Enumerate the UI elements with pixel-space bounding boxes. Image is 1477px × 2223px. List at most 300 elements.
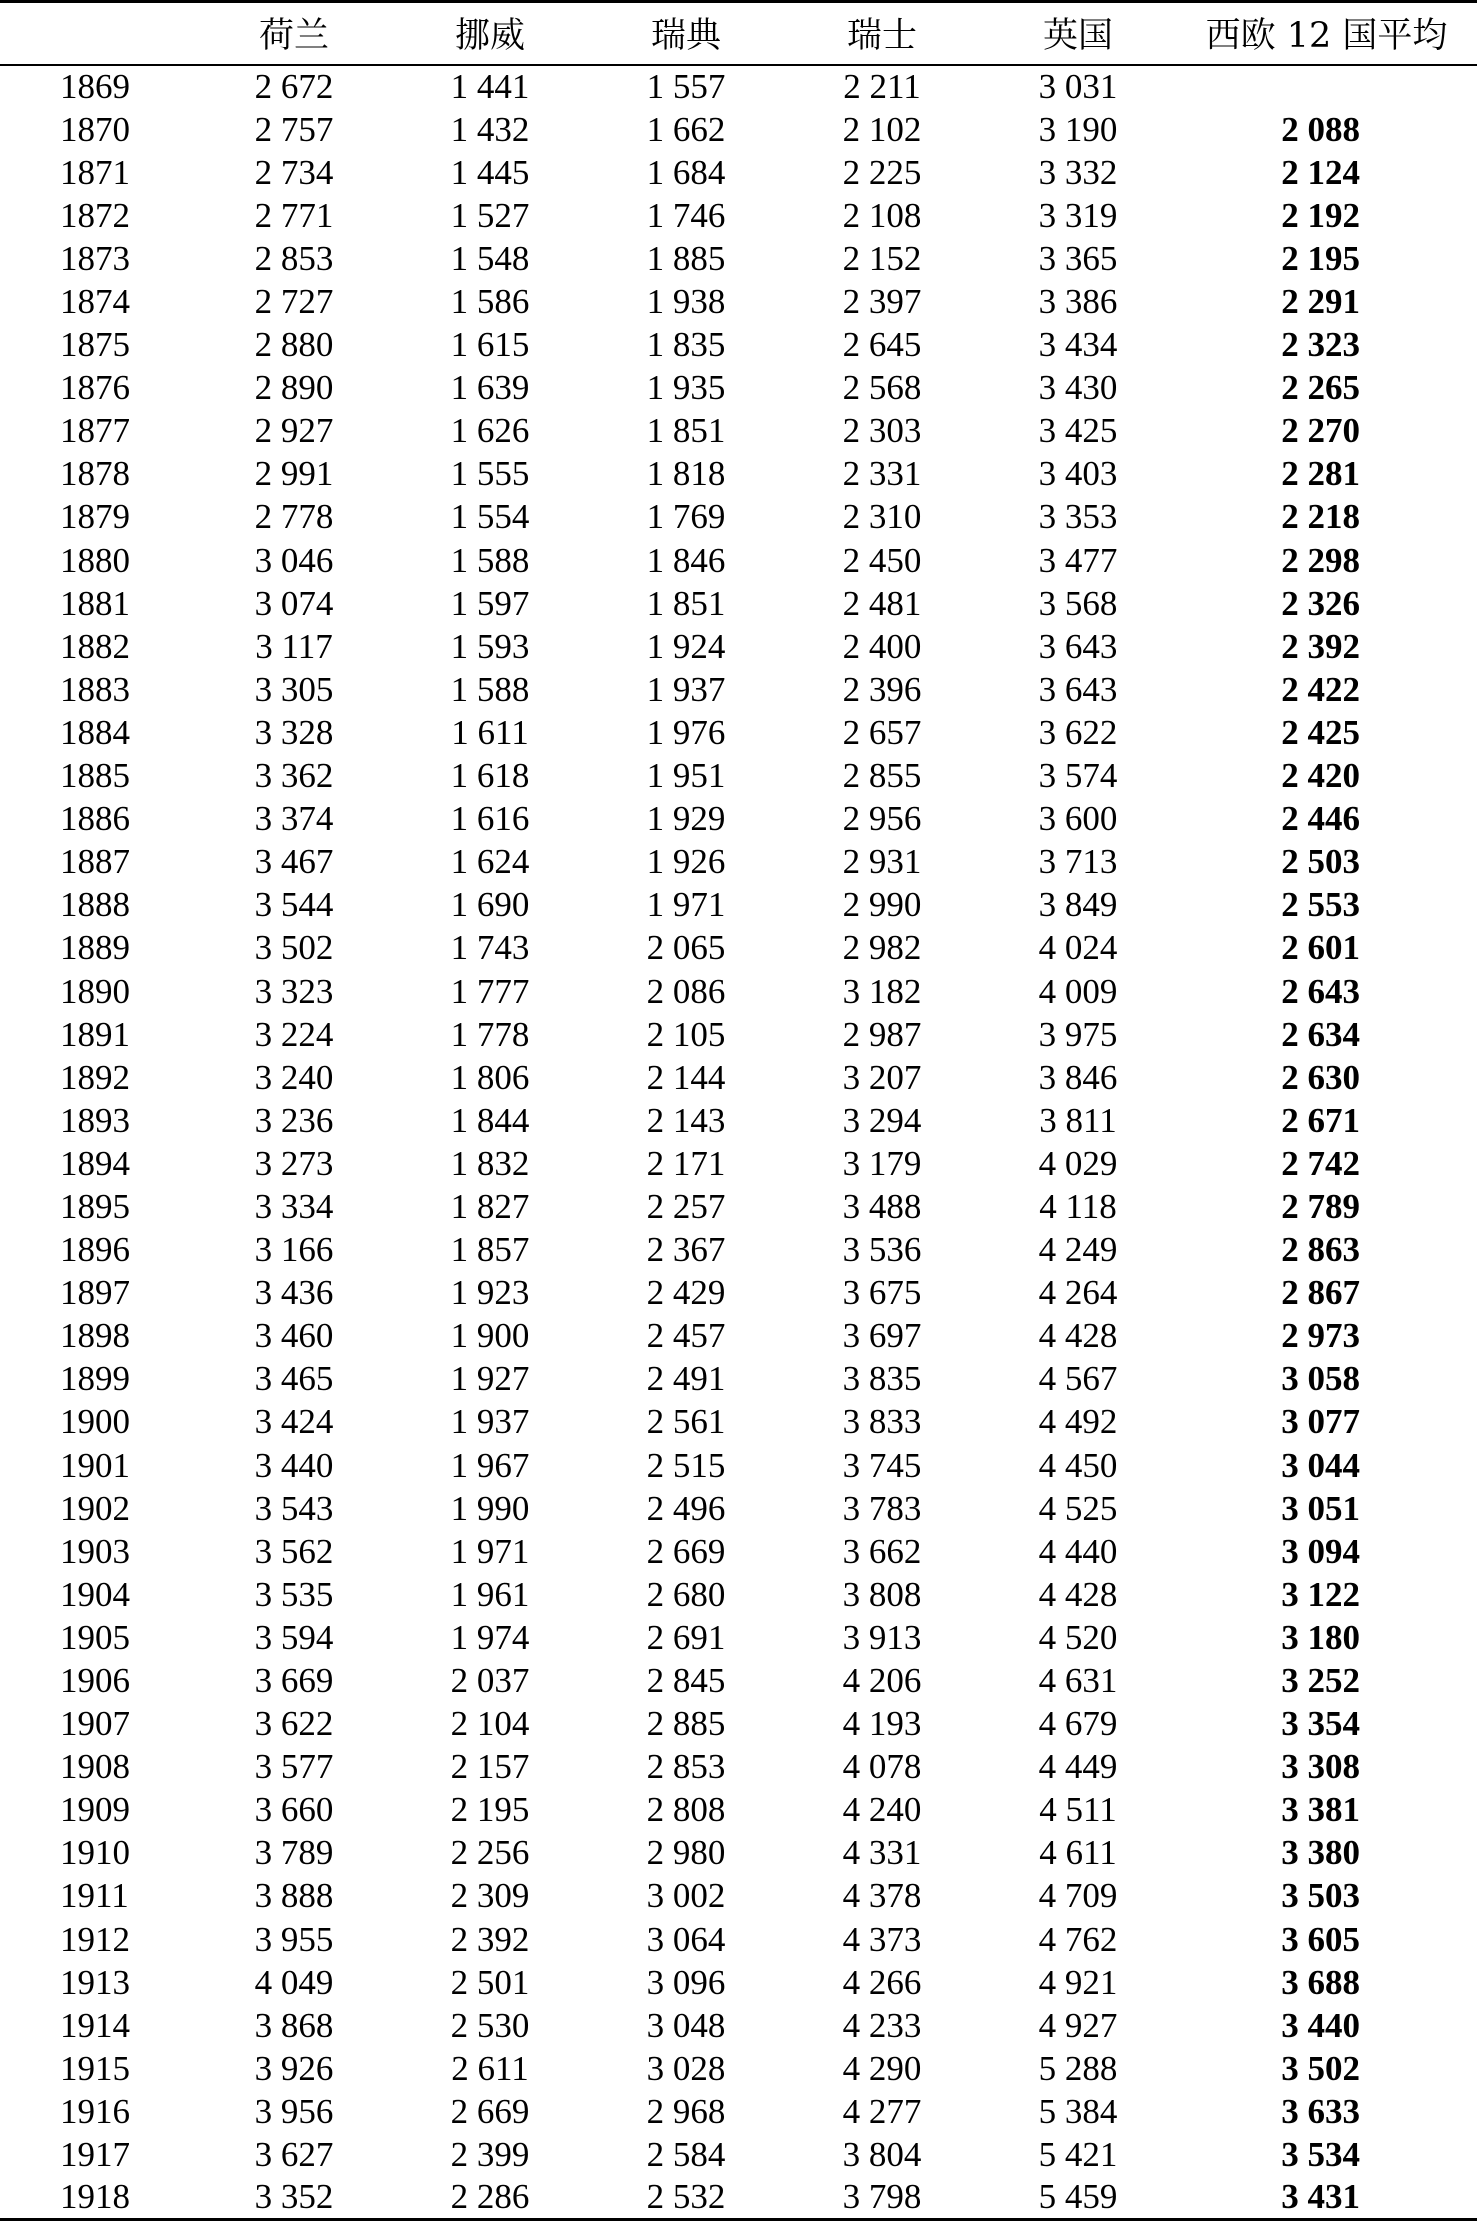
cell-norway: 1 618 [450,756,530,796]
cell-uk: 3 846 [1038,1057,1118,1097]
cell-sweden: 1 924 [646,626,726,666]
cell-sweden: 2 496 [646,1488,726,1528]
cell-year: 1912 [60,1919,130,1959]
cell-switzerland: 3 697 [842,1316,922,1356]
cell-switzerland: 2 956 [842,799,922,839]
cell-norway: 1 554 [450,497,530,537]
cell-western-europe-average: 3 051 [1281,1488,1360,1528]
table-row [0,1185,1477,1228]
cell-norway: 2 104 [450,1704,530,1744]
cell-norway: 2 530 [450,2005,530,2045]
cell-sweden: 2 171 [646,1143,726,1183]
cell-norway: 1 974 [450,1617,530,1657]
cell-switzerland: 2 855 [842,756,922,796]
cell-netherlands: 4 049 [254,1962,334,2002]
cell-western-europe-average: 3 502 [1281,2048,1360,2088]
cell-sweden: 3 048 [646,2005,726,2045]
cell-netherlands: 3 046 [254,540,334,580]
cell-norway: 2 286 [392,2176,588,2219]
cell-switzerland: 4 206 [842,1661,922,1701]
cell-netherlands: 2 734 [254,152,334,192]
cell-western-europe-average: 3 122 [1281,1574,1360,1614]
cell-year: 1909 [60,1790,130,1830]
cell-year: 1882 [60,626,130,666]
cell-sweden: 1 684 [646,152,726,192]
cell-norway: 1 967 [450,1445,530,1485]
cell-switzerland: 2 568 [842,368,922,408]
cell-norway: 1 593 [450,626,530,666]
cell-uk: 3 430 [1038,368,1118,408]
cell-year: 1901 [60,1445,130,1485]
cell-norway: 1 827 [450,1186,530,1226]
cell-western-europe-average: 2 392 [1281,626,1360,666]
table-row [0,1616,1477,1659]
cell-year: 1883 [60,669,130,709]
cell-sweden: 1 971 [646,885,726,925]
cell-netherlands: 3 273 [254,1143,334,1183]
cell-year: 1870 [60,109,130,149]
cell-sweden: 2 105 [646,1014,726,1054]
table-row [0,1056,1477,1099]
cell-switzerland: 2 397 [842,282,922,322]
cell-uk: 3 425 [1038,411,1118,451]
cell-netherlands: 3 240 [254,1057,334,1097]
cell-norway: 1 588 [450,540,530,580]
cell-switzerland: 2 450 [842,540,922,580]
cell-uk: 4 709 [1038,1876,1118,1916]
cell-sweden: 3 028 [646,2048,726,2088]
cell-sweden: 1 885 [646,238,726,278]
cell-sweden: 2 491 [646,1359,726,1399]
table-row [0,1314,1477,1357]
cell-switzerland: 4 378 [842,1876,922,1916]
cell-sweden: 2 669 [646,1531,726,1571]
cell-switzerland: 4 078 [842,1747,922,1787]
cell-switzerland: 3 662 [842,1531,922,1571]
cell-sweden: 2 457 [646,1316,726,1356]
table-row [0,323,1477,366]
cell-year: 1918 [0,2176,196,2219]
cell-norway: 1 990 [450,1488,530,1528]
cell-switzerland: 2 102 [842,109,922,149]
cell-western-europe-average: 2 265 [1281,368,1360,408]
cell-western-europe-average: 3 503 [1281,1876,1360,1916]
cell-western-europe-average: 3 044 [1281,1445,1360,1485]
cell-sweden: 2 086 [646,971,726,1011]
cell-netherlands: 2 890 [254,368,334,408]
cell-norway: 2 256 [450,1833,530,1873]
cell-netherlands: 3 236 [254,1100,334,1140]
cell-western-europe-average: 3 688 [1281,1962,1360,2002]
cell-norway: 1 900 [450,1316,530,1356]
table-row [0,194,1477,237]
cell-year: 1880 [60,540,130,580]
cell-year: 1914 [60,2005,130,2045]
cell-norway: 2 611 [451,2048,529,2088]
table-row [0,840,1477,883]
cell-netherlands: 3 544 [254,885,334,925]
cell-norway: 1 937 [450,1402,530,1442]
cell-sweden: 1 926 [646,842,726,882]
cell-switzerland: 2 331 [842,454,922,494]
cell-netherlands: 3 465 [254,1359,334,1399]
header-cell-norway: 挪威 [392,2,588,65]
cell-sweden: 2 257 [646,1186,726,1226]
cell-year: 1884 [60,712,130,752]
cell-norway: 2 399 [450,2135,530,2175]
cell-switzerland: 4 290 [842,2048,922,2088]
cell-uk: 3 434 [1038,325,1118,365]
cell-norway: 1 445 [450,152,530,192]
cell-norway: 1 778 [450,1014,530,1054]
cell-western-europe-average: 3 380 [1281,1833,1360,1873]
table-row [0,2133,1477,2176]
cell-uk: 4 009 [1038,971,1118,1011]
cell-netherlands: 3 535 [254,1574,334,1614]
cell-western-europe-average: 2 446 [1281,799,1360,839]
cell-uk: 3 713 [1038,842,1118,882]
cell-uk: 3 477 [1038,540,1118,580]
cell-sweden: 2 968 [646,2091,726,2131]
cell-netherlands: 2 757 [254,109,334,149]
cell-western-europe-average [1176,65,1477,108]
cell-year: 1869 [60,67,130,107]
cell-year: 1874 [60,282,130,322]
cell-netherlands: 2 771 [254,195,334,235]
cell-uk: 4 029 [1038,1143,1118,1183]
cell-norway: 2 392 [450,1919,530,1959]
cell-uk: 4 249 [1038,1230,1118,1270]
cell-western-europe-average: 2 634 [1281,1014,1360,1054]
cell-year: 1915 [60,2048,130,2088]
cell-uk: 3 811 [1039,1100,1117,1140]
table-row [0,668,1477,711]
cell-sweden: 2 808 [646,1790,726,1830]
header-cell-netherlands: 荷兰 [196,2,392,65]
table-row [0,151,1477,194]
cell-western-europe-average: 3 058 [1281,1359,1360,1399]
cell-switzerland: 3 808 [842,1574,922,1614]
cell-norway: 1 624 [450,842,530,882]
cell-netherlands: 3 362 [254,756,334,796]
cell-uk: 4 525 [1038,1488,1118,1528]
cell-switzerland: 3 833 [842,1402,922,1442]
cell-netherlands: 2 880 [254,325,334,365]
cell-norway: 2 195 [450,1790,530,1830]
cell-switzerland: 2 152 [842,238,922,278]
cell-switzerland: 2 645 [842,325,922,365]
cell-uk: 3 353 [1038,497,1118,537]
cell-sweden: 1 929 [646,799,726,839]
cell-uk: 4 440 [1038,1531,1118,1571]
cell-year: 1888 [60,885,130,925]
cell-switzerland: 4 240 [842,1790,922,1830]
cell-year: 1881 [60,583,130,623]
cell-netherlands: 3 502 [254,928,334,968]
cell-western-europe-average: 2 124 [1281,152,1360,192]
table-row [0,495,1477,538]
cell-year: 1876 [60,368,130,408]
cell-year: 1897 [60,1273,130,1313]
cell-uk: 3 403 [1038,454,1118,494]
table-row [0,452,1477,495]
table-row [0,280,1477,323]
cell-switzerland: 2 990 [842,885,922,925]
table-row [0,108,1477,151]
cell-uk: 4 631 [1038,1661,1118,1701]
cell-netherlands: 3 436 [254,1273,334,1313]
cell-netherlands: 3 789 [254,1833,334,1873]
cell-sweden: 1 846 [646,540,726,580]
cell-netherlands: 3 352 [196,2176,392,2219]
cell-norway: 1 857 [450,1230,530,1270]
cell-uk: 3 319 [1038,195,1118,235]
cell-sweden: 1 851 [646,583,726,623]
cell-year: 1916 [60,2091,130,2131]
cell-netherlands: 3 166 [254,1230,334,1270]
cell-uk: 3 622 [1038,712,1118,752]
table-row [0,754,1477,797]
cell-sweden: 2 367 [646,1230,726,1270]
cell-uk: 4 264 [1038,1273,1118,1313]
cell-norway: 1 586 [450,282,530,322]
table-row [0,237,1477,280]
cell-norway: 1 626 [450,411,530,451]
cell-norway: 1 743 [450,928,530,968]
cell-year: 1895 [60,1186,130,1226]
cell-norway: 2 157 [450,1747,530,1787]
cell-norway: 1 639 [450,368,530,408]
cell-switzerland: 3 294 [842,1100,922,1140]
cell-western-europe-average: 2 867 [1281,1273,1360,1313]
table-row [0,1271,1477,1314]
cell-norway: 1 927 [450,1359,530,1399]
cell-uk: 3 643 [1038,626,1118,666]
cell-western-europe-average: 2 323 [1281,325,1360,365]
table-row [0,582,1477,625]
cell-switzerland: 2 211 [843,67,921,107]
cell-uk: 3 975 [1038,1014,1118,1054]
table-header [0,2,1477,65]
cell-switzerland: 2 400 [842,626,922,666]
cell-netherlands: 3 562 [254,1531,334,1571]
header-cell-uk: 英国 [980,2,1176,65]
cell-norway: 2 037 [450,1661,530,1701]
cell-switzerland: 2 481 [842,583,922,623]
cell-sweden: 1 976 [646,712,726,752]
cell-switzerland: 4 331 [842,1833,922,1873]
cell-norway: 1 615 [450,325,530,365]
cell-netherlands: 3 467 [254,842,334,882]
cell-norway: 1 611 [451,712,529,752]
cell-sweden: 1 935 [646,368,726,408]
cell-switzerland: 3 675 [842,1273,922,1313]
cell-netherlands: 3 627 [254,2135,334,2175]
cell-sweden: 2 680 [646,1574,726,1614]
cell-year: 1900 [60,1402,130,1442]
cell-western-europe-average: 3 431 [1176,2176,1477,2219]
cell-year: 1906 [60,1661,130,1701]
cell-norway: 1 616 [450,799,530,839]
cell-sweden: 2 429 [646,1273,726,1313]
cell-sweden: 2 143 [646,1100,726,1140]
cell-uk: 4 024 [1038,928,1118,968]
cell-year: 1894 [60,1143,130,1183]
table-row [0,2004,1477,2047]
cell-uk: 3 574 [1038,756,1118,796]
cell-norway: 1 555 [450,454,530,494]
cell-norway: 2 669 [450,2091,530,2131]
cell-western-europe-average: 3 308 [1281,1747,1360,1787]
table-body [0,65,1477,2220]
cell-western-europe-average: 2 291 [1281,282,1360,322]
cell-sweden: 2 845 [646,1661,726,1701]
cell-switzerland: 2 225 [842,152,922,192]
cell-western-europe-average: 2 789 [1281,1186,1360,1226]
cell-uk: 5 421 [1038,2135,1118,2175]
cell-uk: 4 492 [1038,1402,1118,1442]
cell-netherlands: 2 927 [254,411,334,451]
cell-year: 1885 [60,756,130,796]
cell-uk: 3 386 [1038,282,1118,322]
cell-uk: 4 567 [1038,1359,1118,1399]
cell-sweden: 2 532 [588,2176,784,2219]
cell-switzerland: 3 745 [842,1445,922,1485]
cell-sweden: 2 144 [646,1057,726,1097]
cell-uk: 3 365 [1038,238,1118,278]
cell-norway: 1 806 [450,1057,530,1097]
cell-uk: 4 762 [1038,1919,1118,1959]
cell-netherlands: 3 543 [254,1488,334,1528]
cell-netherlands: 3 374 [254,799,334,839]
table-row [0,2176,1477,2219]
table-row [0,711,1477,754]
cell-uk: 5 288 [1038,2048,1118,2088]
cell-sweden: 1 557 [646,67,726,107]
cell-sweden: 2 515 [646,1445,726,1485]
cell-western-europe-average: 3 094 [1281,1531,1360,1571]
cell-uk: 4 118 [1039,1186,1117,1226]
cell-sweden: 1 937 [646,669,726,709]
cell-uk: 3 568 [1038,583,1118,623]
cell-norway: 1 971 [450,1531,530,1571]
cell-netherlands: 3 328 [254,712,334,752]
table-row [0,2047,1477,2090]
table-row [0,1357,1477,1400]
cell-western-europe-average: 2 671 [1281,1100,1360,1140]
cell-uk: 3 600 [1038,799,1118,839]
cell-uk: 3 643 [1038,669,1118,709]
cell-year: 1887 [60,842,130,882]
cell-year: 1878 [60,454,130,494]
cell-switzerland: 2 931 [842,842,922,882]
table-row [0,1487,1477,1530]
cell-sweden: 2 691 [646,1617,726,1657]
table-row [0,1573,1477,1616]
cell-sweden: 2 980 [646,1833,726,1873]
cell-switzerland: 4 193 [842,1704,922,1744]
table-row [0,1874,1477,1917]
cell-uk: 5 384 [1038,2091,1118,2131]
cell-uk: 4 679 [1038,1704,1118,1744]
cell-switzerland: 4 233 [842,2005,922,2045]
table-row [0,969,1477,1012]
table-row [0,1530,1477,1573]
cell-netherlands: 3 117 [255,626,333,666]
cell-netherlands: 3 926 [254,2048,334,2088]
cell-sweden: 1 938 [646,282,726,322]
table-row [0,1961,1477,2004]
cell-netherlands: 2 853 [254,238,334,278]
cell-western-europe-average: 2 420 [1281,756,1360,796]
cell-western-europe-average: 2 218 [1281,497,1360,537]
table-row [0,1228,1477,1271]
cell-western-europe-average: 2 630 [1281,1057,1360,1097]
cell-netherlands: 3 074 [254,583,334,623]
cell-year: 1913 [60,1962,130,2002]
table-row [0,1659,1477,1702]
cell-year: 1910 [60,1833,130,1873]
table-row [0,1013,1477,1056]
cell-year: 1899 [60,1359,130,1399]
cell-uk: 5 459 [980,2176,1176,2219]
cell-sweden: 3 096 [646,1962,726,2002]
cell-netherlands: 2 778 [254,497,334,537]
cell-switzerland: 3 783 [842,1488,922,1528]
cell-netherlands: 3 323 [254,971,334,1011]
header-cell-switzerland: 瑞士 [784,2,980,65]
cell-sweden: 2 065 [646,928,726,968]
cell-netherlands: 3 577 [254,1747,334,1787]
header-cell-sweden: 瑞典 [588,2,784,65]
table-row [0,1788,1477,1831]
cell-year: 1872 [60,195,130,235]
cell-switzerland: 2 987 [842,1014,922,1054]
cell-uk: 4 927 [1038,2005,1118,2045]
cell-uk: 4 450 [1038,1445,1118,1485]
cell-western-europe-average: 3 354 [1281,1704,1360,1744]
cell-uk: 4 428 [1038,1316,1118,1356]
cell-year: 1903 [60,1531,130,1571]
cell-switzerland: 3 182 [842,971,922,1011]
cell-netherlands: 2 991 [254,454,334,494]
cell-sweden: 1 851 [646,411,726,451]
table-row [0,409,1477,452]
cell-uk: 4 428 [1038,1574,1118,1614]
cell-sweden: 1 835 [646,325,726,365]
cell-norway: 1 961 [450,1574,530,1614]
cell-netherlands: 3 955 [254,1919,334,1959]
cell-netherlands: 3 424 [254,1402,334,1442]
cell-switzerland: 2 303 [842,411,922,451]
table-row [0,926,1477,969]
cell-year: 1905 [60,1617,130,1657]
cell-sweden: 1 662 [646,109,726,149]
cell-sweden: 3 002 [646,1876,726,1916]
cell-netherlands: 3 888 [254,1876,334,1916]
cell-switzerland: 4 373 [842,1919,922,1959]
cell-western-europe-average: 2 422 [1281,669,1360,709]
cell-sweden: 1 769 [646,497,726,537]
table-row [0,65,1477,108]
cell-switzerland: 3 835 [842,1359,922,1399]
cell-uk: 3 031 [1038,67,1118,107]
cell-western-europe-average: 3 440 [1281,2005,1360,2045]
cell-uk: 4 520 [1038,1617,1118,1657]
table-row [0,2090,1477,2133]
cell-norway: 1 690 [450,885,530,925]
cell-switzerland: 2 310 [842,497,922,537]
